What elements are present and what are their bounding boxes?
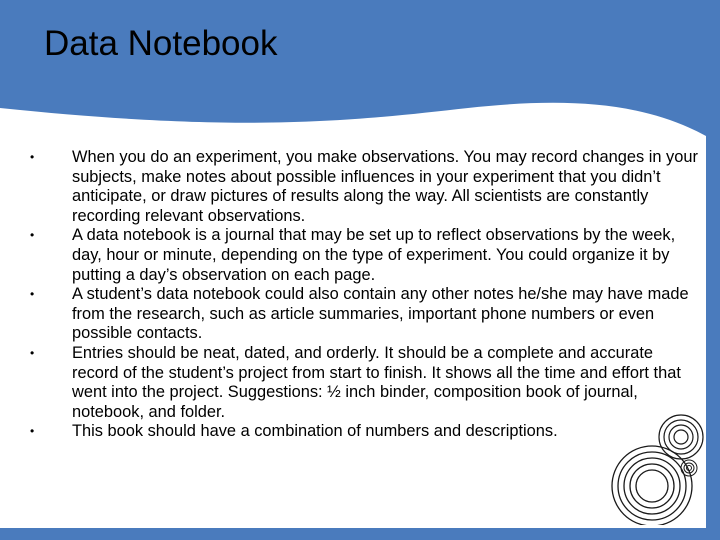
bullet-marker: • — [30, 287, 35, 302]
circle-ring — [681, 460, 697, 476]
small-circle-group — [681, 460, 697, 476]
bullet-text: A student’s data notebook could also contain any other notes he/she may have made from the research, such as article summaries, important phone numbers or even possible contacts. — [72, 285, 689, 343]
bullet-marker: • — [30, 228, 35, 243]
bullet-marker: • — [30, 150, 35, 164]
circle-ring — [624, 458, 680, 514]
medium-circle-group — [659, 415, 703, 459]
bullet-text: A data notebook is a journal that may be set up to reflect observations by the week, day, hour or minute, depending on the type of experiment. You could organize it by putting a day’s observation on each page. — [72, 226, 676, 284]
bullet-list — [30, 148, 702, 442]
circle-ring — [669, 425, 693, 449]
blue-bottom-strip — [0, 528, 720, 540]
circle-ring — [636, 470, 668, 502]
circle-ring — [659, 415, 703, 459]
bullet-item — [30, 226, 702, 285]
bullet-text: When you do an experiment, you make observations. You may record changes in your subjects, make notes about possible influences in your experiment that you didn’t anticipate, or draw pictures of results along the way. All scientists are constantly recording relevant observations. — [72, 148, 698, 225]
bullet-marker: • — [30, 424, 35, 439]
circle-ring — [674, 430, 688, 444]
bullet-text: This book should have a combination of numbers and descriptions. — [72, 422, 558, 441]
circle-ring — [618, 452, 686, 520]
bullet-text: Entries should be neat, dated, and orderly. It should be a complete and accurate record of the student’s project from start to finish. It shows all the time and effort that went into the project. Suggestions: ½ inch binder, composition book of journal, notebook, and folder. — [72, 343, 681, 421]
bullet-item — [30, 285, 702, 344]
bullet-item — [30, 148, 702, 226]
large-circle-group — [612, 446, 692, 525]
bullet-marker: • — [30, 345, 35, 360]
slide-title: Data Notebook — [44, 24, 278, 63]
concentric-circles-decoration — [600, 400, 710, 525]
